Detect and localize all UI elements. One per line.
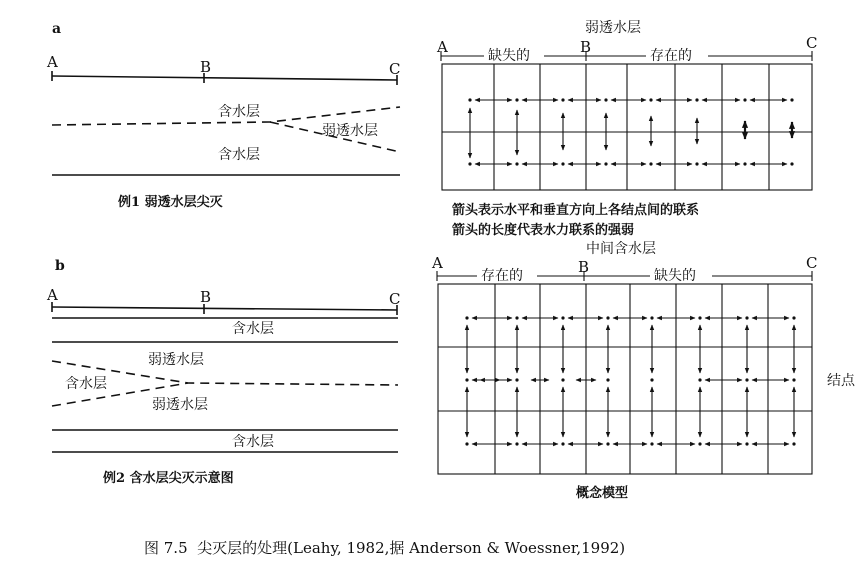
node-dot (515, 98, 518, 101)
node-dot (650, 442, 653, 445)
model-top-note-1: 箭头表示水平和垂直方向上各结点间的联系 (452, 203, 700, 218)
model-top-label-B: B (580, 38, 592, 56)
panel-a-section-line (52, 76, 397, 80)
node-dot (561, 442, 564, 445)
node-dot (695, 98, 698, 101)
panel-b-aquifer-bottom: 含水层 (232, 434, 274, 450)
panel-b-aquifer-left: 含水层 (65, 376, 107, 392)
node-dot (745, 378, 748, 381)
grid-frame (438, 284, 812, 474)
model-bottom-present-label: 存在的 (481, 268, 523, 284)
node-dot (792, 316, 795, 319)
model-bottom-label-B: B (578, 258, 590, 276)
model-top-present-label: 存在的 (650, 48, 692, 64)
node-dot (468, 98, 471, 101)
node-dot (698, 442, 701, 445)
panel-b-caption: 例2 含水层尖灭示意图 (103, 471, 234, 486)
node-dot (743, 98, 746, 101)
node-dot (515, 442, 518, 445)
node-dot (561, 162, 564, 165)
panel-b-aquitard-lower: 弱透水层 (152, 397, 208, 413)
node-dot (792, 378, 795, 381)
panel-b-letter: b (55, 258, 65, 274)
node-dot (606, 378, 609, 381)
panel-b-section-line (52, 307, 397, 310)
node-dot (649, 162, 652, 165)
model-top-label-C: C (806, 34, 818, 52)
model-top-label-A: A (437, 38, 448, 56)
node-dot (698, 316, 701, 319)
model-top (436, 19, 817, 238)
panel-a-caption: 例1 弱透水层尖灭 (118, 195, 223, 210)
node-dot (604, 162, 607, 165)
panel-b-aquifer-top: 含水层 (232, 321, 274, 337)
node-dot (792, 442, 795, 445)
panel-b-aquitard-upper: 弱透水层 (148, 352, 204, 368)
panel-b-label-C: C (389, 290, 401, 308)
node-dot (465, 378, 468, 381)
node-dot (745, 442, 748, 445)
node-dot (515, 378, 518, 381)
model-bottom-title: 中间含水层 (586, 241, 656, 257)
node-dot (561, 316, 564, 319)
node-dot (743, 162, 746, 165)
model-bottom (431, 240, 855, 501)
panel-b-label-A: A (47, 286, 58, 304)
node-dot (695, 162, 698, 165)
node-dot (604, 98, 607, 101)
node-dot (606, 442, 609, 445)
node-dot (561, 378, 564, 381)
node-dot (465, 442, 468, 445)
node-dot (515, 316, 518, 319)
model-bottom-label-C: C (806, 254, 818, 272)
model-top-title: 弱透水层 (585, 20, 641, 36)
node-dot (468, 162, 471, 165)
model-bottom-label-A: A (432, 254, 443, 272)
node-dot (650, 378, 653, 381)
node-dot (465, 316, 468, 319)
node-dot (698, 378, 701, 381)
node-dot (790, 162, 793, 165)
node-dot (515, 162, 518, 165)
panel-a-label-C: C (389, 60, 401, 78)
node-dot (790, 98, 793, 101)
panel-b-label-B: B (200, 288, 212, 306)
node-dot (650, 316, 653, 319)
node-dot (606, 316, 609, 319)
panel-a-label-B: B (200, 58, 212, 76)
panel-a-aquifer-label-top: 含水层 (218, 104, 260, 120)
node-dot (745, 316, 748, 319)
panel-a-aquifer-label-bottom: 含水层 (218, 147, 260, 163)
figure-caption: 图 7.5 尖灭层的处理(Leahy, 1982,据 Anderson & Woessner,1992) (144, 539, 626, 557)
model-top-note-2: 箭头的长度代表水力联系的强弱 (452, 223, 635, 238)
node-dot (561, 98, 564, 101)
panel-a-label-A: A (47, 53, 58, 71)
node-dot (649, 98, 652, 101)
model-bottom-grid (438, 284, 812, 474)
model-bottom-caption: 概念模型 (576, 486, 629, 501)
model-top-grid (442, 64, 812, 190)
model-bottom-node-label: 结点 (827, 373, 855, 389)
panel-a-cross-section (46, 21, 400, 210)
panel-b-cross-section (46, 258, 400, 486)
model-top-missing-label: 缺失的 (488, 48, 530, 64)
panel-a-letter: a (52, 21, 62, 37)
model-bottom-missing-label: 缺失的 (654, 268, 696, 284)
panel-a-aquitard-label: 弱透水层 (322, 123, 378, 139)
